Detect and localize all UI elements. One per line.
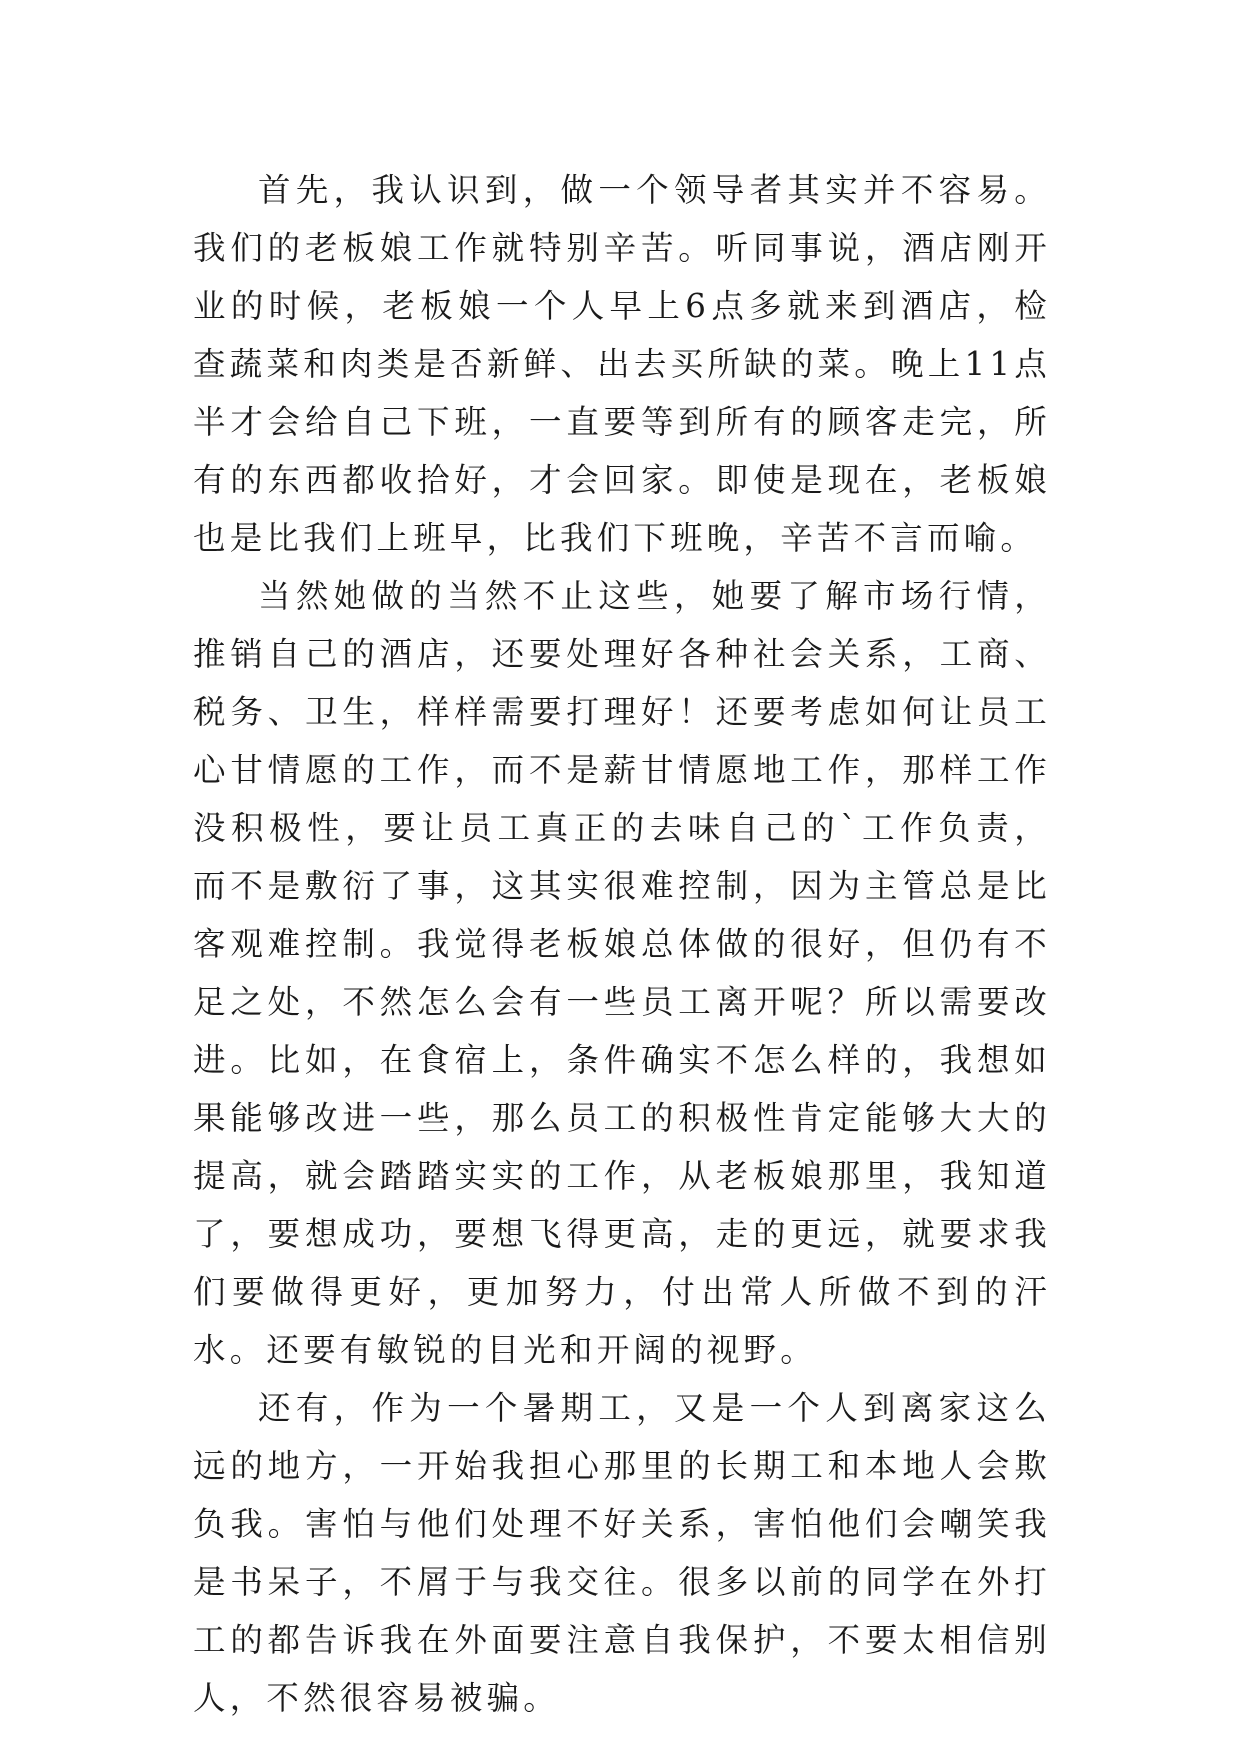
paragraph-2: 当然她做的当然不止这些，她要了解市场行情，推销自己的酒店，还要处理好各种社会关系，工商、税务、卫生，样样需要打理好！还要考虑如何让员工心甘情愿的工作，而不是薪甘情愿地工作，那样工作没积极性，要让员工真正的去味自己的`工作负责，而不是敷衍了事，这其实很难控制，因为主管总是比客观难控制。我觉得老板娘总体做的很好，但仍有不足之处，不然怎么会有一些员工离开呢？所以需要改进。比如，在食宿上，条件确实不怎么样的，我想如果能够改进一些，那么员工的积极性肯定能够大大的提高，就会踏踏实实的工作，从老板娘那里，我知道了，要想成功，要想飞得更高，走的更远，就要求我们要做得更好，更加努力，付出常人所做不到的汗水。还要有敏锐的目光和开阔的视野。 [193, 577, 1051, 1369]
paragraph-3: 还有，作为一个暑期工，又是一个人到离家这么远的地方，一开始我担心那里的长期工和本地人会欺负我。害怕与他们处理不好关系，害怕他们会嘲笑我是书呆子，不屑于与我交往。很多以前的同学在外打工的都告诉我在外面要注意自我保护，不要太相信别人，不然很容易被骗。 [193, 1389, 1051, 1717]
paragraph-1: 首先，我认识到，做一个领导者其实并不容易。我们的老板娘工作就特别辛苦。听同事说，酒店刚开业的时候，老板娘一个人早上6点多就来到酒店，检查蔬菜和肉类是否新鲜、出去买所缺的菜。晚上11点半才会给自己下班，一直要等到所有的顾客走完，所有的东西都收拾好，才会回家。即使是现在，老板娘也是比我们上班早，比我们下班晚，辛苦不言而喻。 [193, 171, 1051, 557]
document-body [193, 161, 1051, 1727]
